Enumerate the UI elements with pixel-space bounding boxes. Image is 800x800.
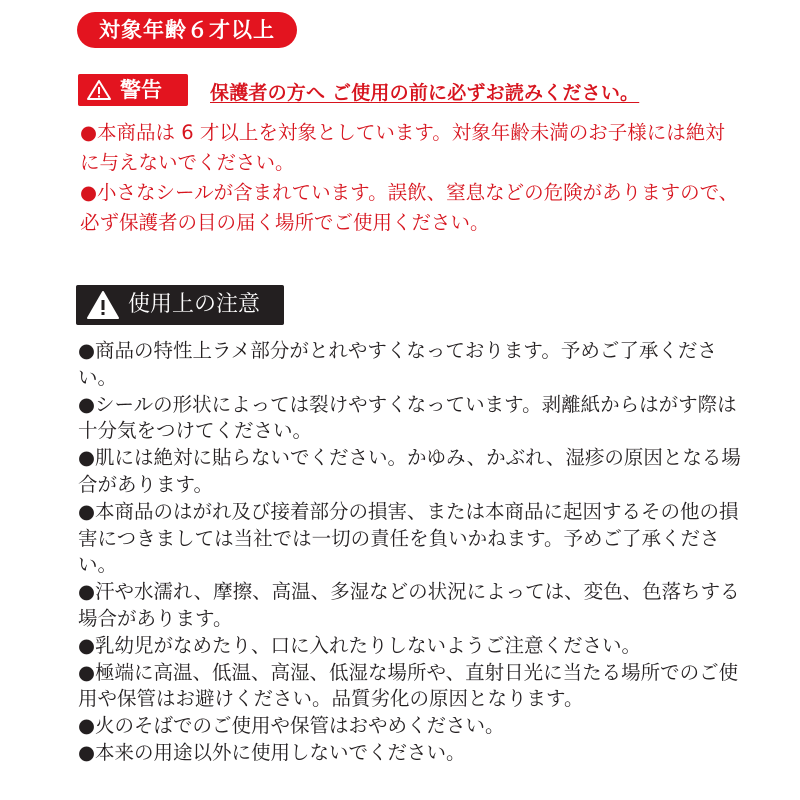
age-badge [77,12,297,48]
warning-triangle-outline-icon [86,79,112,101]
warning-badge [78,74,188,106]
warning-item: ●小さなシールが含まれています。誤飲、窒息などの危険がありますので、必ず保護者の目の届く場所でご使用ください。 [80,181,739,234]
caution-item: ●商品の特性上ラメ部分がとれやすくなっております。予めご了承ください。 [78,339,717,389]
warning-heading: 保護者の方へ ご使用の前に必ずお読みください。 [210,82,640,104]
warning-badge-label: 警告 [120,78,162,102]
warning-item: ●本商品は 6 才以上を対象としています。対象年齢未満のお子様には絶対に与えないでください。 [80,121,725,174]
caution-item: ●本来の用途以外に使用しないでください。 [78,740,466,764]
caution-item: ●シールの形状によっては裂けやすくなっています。剥離紙からはがす際は十分気をつけてください。 [78,392,737,443]
caution-item: ●極端に高温、低温、高湿、低湿な場所や、直射日光に当たる場所でのご使用や保管はお避けください。品質劣化の原因となります。 [78,660,739,711]
caution-item: ●乳幼児がなめたり、口に入れたりしないようご注意ください。 [78,633,642,657]
warning-triangle-filled-icon [86,290,120,320]
caution-badge [76,285,284,325]
caution-item: ●肌には絶対に貼らないでください。かゆみ、かぶれ、湿疹の原因となる場合があります。 [78,446,741,496]
caution-item: ●本商品のはがれ及び接着部分の損害、または本商品に起因するその他の損害につきましては当社では一切の責任を負いかねます。予めご了承ください。 [78,499,739,577]
caution-item: ●火のそばでのご使用や保管はおやめください。 [78,714,505,738]
warning-list [80,118,740,238]
age-badge-label: 対象年齢６才以上 [99,18,275,42]
caution-badge-label: 使用上の注意 [128,292,261,317]
caution-item: ●汗や水濡れ、摩擦、高温、多湿などの状況によっては、変色、色落ちする場合があります。 [78,580,740,630]
caution-list [78,338,742,767]
